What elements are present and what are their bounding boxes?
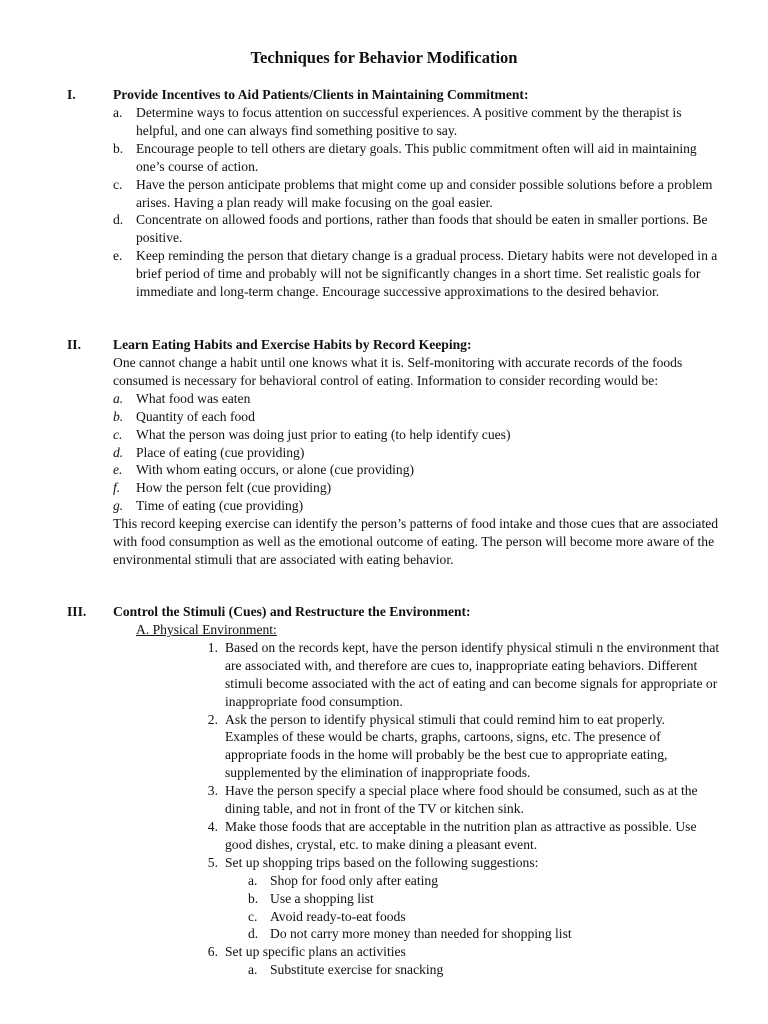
item-text: What the person was doing just prior to eating (to help identify cues) — [136, 426, 511, 442]
item-text: Encourage people to tell others are dietary goals. This public commitment often will aid in maintaining one’s course of action. — [136, 140, 697, 174]
item-label: f. — [113, 480, 121, 496]
item-text: Based on the records kept, have the person identify physical stimuli n the environment that are associated with, and therefore are cues to, inappropriate eating behaviors. Different stimuli become associated with the act of eating and can become signals for appropriate or inappropriate food consumption. — [225, 639, 720, 709]
section-heading — [0, 336, 768, 354]
numbered-item — [207, 854, 722, 872]
list-item — [113, 461, 726, 479]
item-text: Set up specific plans an activities — [225, 944, 406, 960]
section-record-keeping — [0, 336, 768, 569]
item-number: 1. — [207, 639, 218, 655]
list-item — [113, 479, 726, 497]
item-text: What food was eaten — [136, 390, 251, 406]
section-intro: One cannot change a habit until one knows what it is. Self-monitoring with accurate records of the foods consumed is necessary for behavioral control of eating. Information to consider recording would be: — [113, 355, 683, 388]
numbered-item — [207, 639, 722, 711]
item-number: 2. — [207, 711, 218, 727]
item-text: Determine ways to focus attention on successful experiences. A positive comment by the therapist is helpful, and one can always find something positive to say. — [136, 105, 682, 138]
list-item — [113, 408, 726, 426]
sub-item — [248, 890, 690, 908]
sub-item — [248, 961, 690, 979]
sub-item-text: Use a shopping list — [270, 890, 374, 906]
sub-item-label: a. — [248, 872, 258, 888]
item-text: Keep reminding the person that dietary change is a gradual process. Dietary habits were not developed in a brief period of time and probably will not be significantly changes in a short time. Set realistic goals for immediate and long-term change. Encourage successive approximations to the desired behavior. — [136, 248, 718, 300]
numbered-item — [207, 943, 722, 961]
numbered-item — [207, 711, 722, 783]
document-title: Techniques for Behavior Modification — [250, 48, 518, 67]
numbered-item — [207, 782, 722, 818]
sub-item — [248, 908, 690, 926]
item-label: d. — [113, 212, 124, 228]
section-stimuli-control — [0, 603, 768, 979]
section-numeral: III. — [67, 604, 87, 619]
list-item — [113, 497, 726, 515]
item-text: Time of eating (cue providing) — [136, 498, 304, 514]
subsection-title: A. Physical Environment: — [136, 622, 277, 637]
sub-item-label: c. — [248, 908, 258, 924]
item-text: Have the person anticipate problems that might come up and consider possible solutions before a problem arises. Having a plan ready will make focusing on the goal easier. — [136, 176, 713, 210]
sub-item-text: Avoid ready-to-eat foods — [270, 908, 406, 924]
sub-item — [248, 872, 690, 890]
section-title: Control the Stimuli (Cues) and Restructure the Environment: — [113, 604, 471, 619]
item-label: g. — [113, 498, 124, 514]
sub-item — [248, 925, 690, 943]
item-label: a. — [113, 105, 123, 120]
list-item — [113, 104, 726, 140]
item-text: With whom eating occurs, or alone (cue providing) — [136, 462, 415, 478]
section-numeral: I. — [67, 87, 76, 102]
list-item — [113, 390, 726, 408]
section-title: Provide Incentives to Aid Patients/Clients in Maintaining Commitment: — [113, 87, 529, 102]
item-text: Concentrate on allowed foods and portions, rather than foods that should be eaten in smaller portions. Be positive. — [136, 212, 708, 246]
sub-item-text: Do not carry more money than needed for shopping list — [270, 926, 572, 942]
section-title: Learn Eating Habits and Exercise Habits by Record Keeping: — [113, 337, 472, 352]
item-label: b. — [113, 140, 124, 156]
section-incentives — [0, 86, 768, 301]
item-label: a. — [113, 390, 124, 406]
item-label: c. — [113, 176, 123, 192]
sub-item-text: Shop for food only after eating — [270, 872, 438, 888]
item-number: 5. — [207, 854, 218, 870]
sub-item-label: a. — [248, 962, 258, 978]
item-text: Make those foods that are acceptable in the nutrition plan as attractive as possible. Use good dishes, crystal, etc. to make dining a pleasant event. — [225, 818, 697, 852]
item-text: Set up shopping trips based on the following suggestions: — [225, 854, 539, 870]
section-numeral: II. — [67, 337, 81, 352]
list-item — [113, 140, 726, 176]
sub-item-label: d. — [248, 926, 259, 942]
sub-item-text: Substitute exercise for snacking — [270, 962, 444, 978]
item-label: e. — [113, 248, 123, 264]
item-label: b. — [113, 408, 124, 424]
item-text: Place of eating (cue providing) — [136, 444, 305, 460]
section-heading — [0, 86, 768, 104]
list-item — [113, 247, 726, 301]
item-label: c. — [113, 426, 123, 442]
item-number: 6. — [207, 944, 218, 960]
list-item — [113, 444, 726, 462]
item-text: Ask the person to identify physical stimuli that could remind him to eat properly. Examples of these would be charts, graphs, cartoons, signs, etc. The presence of appropriate foods in the home will probably be the best cue to appropriate eating, supplemented by the elimination of inappropriate foods. — [225, 711, 668, 781]
section-outro: This record keeping exercise can identify the person’s patterns of food intake and those cues that are associated with food consumption as well as the emotional outcome of eating. The person will become more aware of the environmental stimuli that are associated with eating behavior. — [113, 516, 719, 567]
item-label: d. — [113, 444, 124, 460]
numbered-item — [207, 818, 722, 854]
item-text: Quantity of each food — [136, 408, 255, 424]
list-item — [113, 426, 726, 444]
subsection-heading — [136, 621, 768, 639]
item-label: e. — [113, 462, 123, 478]
item-number: 4. — [207, 818, 218, 834]
item-text: Have the person specify a special place where food should be consumed, such as at the dining table, and not in front of the TV or kitchen sink. — [225, 783, 698, 817]
sub-item-label: b. — [248, 890, 259, 906]
item-text: How the person felt (cue providing) — [136, 480, 332, 496]
section-heading — [0, 603, 768, 621]
list-item — [113, 176, 726, 212]
item-number: 3. — [207, 783, 218, 799]
list-item — [113, 211, 726, 247]
